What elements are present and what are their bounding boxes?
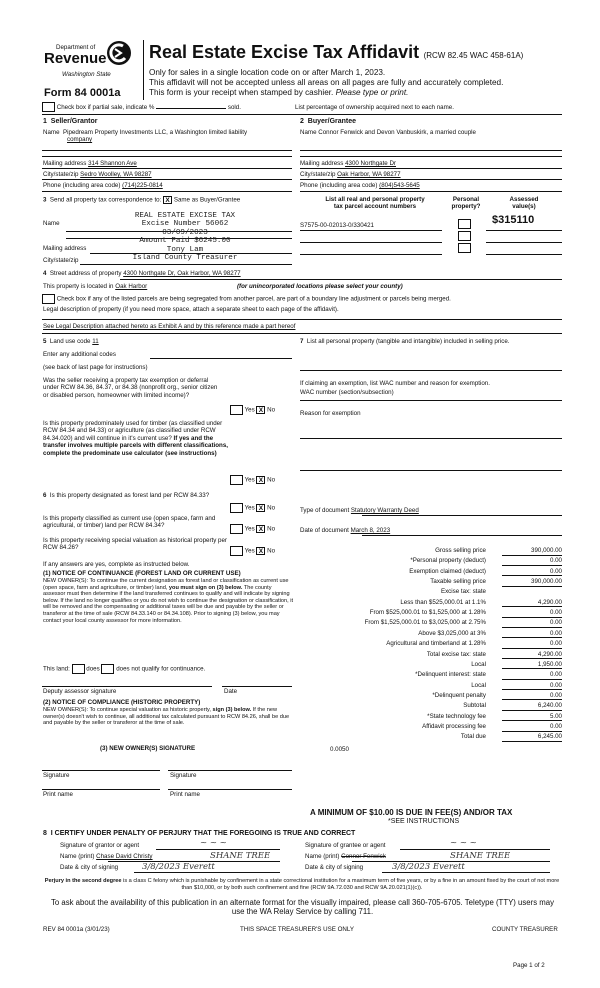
owner-print-name-label-1: Print name <box>43 791 73 798</box>
calc-value[interactable]: 6,245.00 <box>502 733 562 742</box>
exemption-yes-checkbox[interactable] <box>230 405 243 415</box>
grantor-name-handwritten: SHANE TREE <box>210 851 271 861</box>
stamp-line-5: Tony Lam <box>166 245 204 254</box>
certify-statement: I CERTIFY UNDER PENALTY OF PERJURY THAT THE FOREGOING IS TRUE AND CORRECT <box>50 830 356 837</box>
seller-name-label: Name <box>43 129 60 136</box>
seller-city-label: City/state/zip <box>43 171 79 178</box>
personal-header-2: property? <box>451 203 481 211</box>
does-not-label: does not qualify for continuance. <box>116 665 206 673</box>
sec3-name-label: Name <box>43 220 60 227</box>
page-number: Page 1 of 2 <box>513 962 545 969</box>
personal-header-1: Personal <box>452 196 480 203</box>
doc-type-value[interactable]: Statutory Warranty Deed <box>350 507 419 514</box>
stamp-line-2: Excise Number 56062 <box>141 220 229 229</box>
buyer-mail-value[interactable]: 4300 Northgate Dr <box>345 160 396 167</box>
form-rcw: (RCW 82.45 WAC 458-61A) <box>423 51 524 60</box>
sec3-mail-label: Mailing address <box>43 245 87 252</box>
sec3-label: Send all property tax correspondence to: <box>49 196 162 204</box>
perjury-text: is a class C felony which is punishable by confinement in a state correctional institution for a maximum term of five years, or by a fine in an amount fixed by the court of not more than $10,000, or by both such confinement and fine (RCW 9A.72.030 and RCW 9A.20.021(1)(c)). <box>121 878 560 891</box>
local-rate: 0.0050 <box>330 746 349 753</box>
exemption-yes-label: Yes <box>244 406 255 414</box>
sec8-num: 8 <box>43 830 47 837</box>
timber-yes-checkbox[interactable] <box>230 475 243 485</box>
land-use-label: Land use code <box>49 338 91 345</box>
parcels-header-2: tax parcel account numbers <box>333 203 417 211</box>
unincorporated-note: (for unincorporated locations please select your county) <box>236 283 403 290</box>
personal-property-checkbox-3[interactable] <box>458 243 471 253</box>
perjury-bold: Perjury in the second degree <box>44 878 122 884</box>
historic-yes-label: Yes <box>244 547 255 555</box>
calc-value[interactable]: 4,290.00 <box>502 599 562 608</box>
buyer-city-value[interactable]: Oak Harbor, WA 98277 <box>337 171 401 178</box>
located-value[interactable]: Oak Harbor <box>115 283 148 290</box>
calc-label: Less than $525,000.01 at 1.1% <box>400 598 486 606</box>
form-revision: REV 84 0001a (3/01/23) <box>43 926 110 933</box>
county-treasurer-label: COUNTY TREASURER <box>492 926 558 933</box>
current-use-yes-checkbox[interactable] <box>230 524 243 534</box>
form-number: Form 84 0001a <box>44 87 121 99</box>
grantor-date-city-label: Date & city of signing <box>60 864 119 871</box>
sold-label: sold. <box>227 104 241 111</box>
calc-row <box>300 547 562 555</box>
assessed-value[interactable]: $315110 <box>492 214 535 226</box>
street-address-label: Street address of property <box>49 270 122 277</box>
forest-yes-checkbox[interactable] <box>230 503 243 513</box>
calc-row <box>300 733 562 741</box>
calc-row <box>300 651 562 659</box>
calc-value[interactable]: 1,950.00 <box>502 661 562 670</box>
same-as-buyer-label: Same as Buyer/Grantee <box>173 196 241 204</box>
calc-value[interactable]: 0.00 <box>502 619 562 628</box>
calc-row <box>300 661 562 669</box>
calc-value[interactable]: 0.00 <box>502 557 562 566</box>
forest-no-label: No <box>267 504 276 512</box>
logo-state: Washington State <box>62 71 111 78</box>
timber-no-label: No <box>267 476 276 484</box>
sec3-city-label: City/state/zip <box>43 257 79 264</box>
personal-property-label: List all personal property (tangible and intangible) included in selling price. <box>306 338 510 345</box>
calc-label: *Delinquent penalty <box>432 691 486 699</box>
additional-codes-label: Enter any additional codes <box>43 351 116 358</box>
sec5-num: 5 <box>43 338 47 345</box>
revenue-emblem-icon <box>106 40 132 66</box>
grantee-name-handwritten: SHANE TREE <box>450 851 511 861</box>
calc-value[interactable]: 5.00 <box>502 713 562 722</box>
does-label: does <box>86 665 100 673</box>
calc-label: Above $3,025,000 at 3% <box>418 629 486 637</box>
partial-sale-label: Check box if partial sale, indicate % <box>56 104 155 111</box>
deputy-date-label: Date <box>224 688 238 695</box>
form-title: Real Estate Excise Tax Affidavit <box>149 42 420 62</box>
seller-phone-value[interactable]: (714)225-0814 <box>122 182 163 189</box>
calc-value[interactable]: 0.00 <box>502 671 562 680</box>
sec4-num: 4 <box>43 270 47 277</box>
segregated-checkbox[interactable] <box>42 294 55 304</box>
partial-percent-field[interactable] <box>156 101 226 109</box>
historic-no-label: No <box>267 547 276 555</box>
calc-value[interactable]: 0.00 <box>502 682 562 691</box>
logo-revenue: Revenue <box>44 50 107 67</box>
grantor-name-value[interactable]: Chase David Christy <box>96 853 153 860</box>
calc-value[interactable]: 6,240.00 <box>502 702 562 711</box>
personal-property-checkbox-1[interactable] <box>458 219 471 229</box>
current-use-no-label: No <box>267 525 276 533</box>
timber-question-bold: If yes and the transfer involves multiple parcels with different classifications, complete the predominate use calculator (see instructions) <box>43 434 228 457</box>
notice-compliance-text-b: If the new owner(s) doesn't wish to continue, all additional tax calculated pursuant to RCW 84.26, shall be due and payable by the seller or transferor at the time of sale. <box>43 707 290 727</box>
calc-value[interactable]: 0.00 <box>502 630 562 639</box>
seller-city-value[interactable]: Sedro Woolley, WA 98287 <box>80 171 152 178</box>
seller-name-value[interactable]: Pipedream Property Investments LLC, a Washington limited liability <box>62 129 248 136</box>
calc-row <box>300 578 562 586</box>
timber-no-checkbox[interactable]: X <box>256 476 265 484</box>
owner-print-name-label-2: Print name <box>170 791 200 798</box>
seller-section-num: 1 <box>43 118 47 125</box>
current-use-question: Is this property classified as current use (open space, farm and agricultural, or timber) land per RCW 84.34? <box>43 515 216 530</box>
grantee-name-print-label: Name (print) <box>305 853 340 860</box>
seller-name-value-2: company <box>67 136 93 144</box>
seller-mail-value[interactable]: 314 Shannon Ave <box>88 160 137 167</box>
buyer-city-label: City/state/zip <box>300 171 336 178</box>
calc-row <box>300 640 562 648</box>
calc-row <box>300 619 562 627</box>
calc-label: Subtotal <box>463 702 486 710</box>
calc-value[interactable]: 0.00 <box>502 723 562 732</box>
calc-label: From $1,525,000.01 to $3,025,000 at 2.75% <box>364 619 486 627</box>
land-use-value[interactable]: 11 <box>92 338 99 345</box>
calc-label: From $525,000.01 to $1,525,000 at 1.28% <box>369 609 486 617</box>
reason-exemption-label: Reason for exemption <box>300 410 361 417</box>
grantor-signature: ~ ~ ~ <box>200 838 227 848</box>
notice-compliance-bold: sign (3) below. <box>212 707 252 713</box>
minimum-fee-notice: A MINIMUM OF $10.00 IS DUE IN FEE(S) AND/OR TAX <box>310 808 513 817</box>
calc-value[interactable]: 0.00 <box>502 640 562 649</box>
legal-description-label: Legal description of property (if you need more space, attach a separate sheet to each page of the affidavit). <box>43 306 339 313</box>
timber-question: Is this property predominately used for timber (as classified under RCW 84.34 and 84.33) or agriculture (as classified under RCW 84.34.020) and will continue in it's current use? <box>43 420 223 442</box>
grantor-signature-label: Signature of grantor or agent <box>60 842 140 849</box>
this-land-label: This land: <box>43 665 70 673</box>
forest-yes-label: Yes <box>244 504 255 512</box>
calc-row <box>300 723 562 731</box>
sec7-num: 7 <box>300 338 304 345</box>
header-line-3a: This form is your receipt when stamped by cashier. <box>149 87 336 97</box>
owner-signature-label-1: Signature <box>43 772 70 779</box>
grantee-signature-label: Signature of grantee or agent <box>305 842 386 849</box>
seller-heading: Seller/Grantor <box>50 118 98 125</box>
calc-value[interactable]: 4,290.00 <box>502 651 562 660</box>
header-line-3 <box>149 88 503 98</box>
calc-label: Affidavit processing fee <box>422 722 486 730</box>
grantor-date-city-value: 3/8/2023 Everett <box>142 862 215 872</box>
claiming-exemption-label: If claiming an exemption, list WAC number and reason for exemption. <box>300 380 490 387</box>
calc-row <box>300 630 562 638</box>
notice-compliance-heading: (2) NOTICE OF COMPLIANCE (HISTORIC PROPERTY) <box>43 699 201 706</box>
seller-phone-label: Phone (including area code) <box>43 182 121 189</box>
doc-type-label: Type of document <box>300 507 350 514</box>
historic-yes-checkbox[interactable] <box>230 546 243 556</box>
sec3-num: 3 <box>43 196 47 204</box>
does-not-checkbox[interactable] <box>101 664 114 674</box>
parcels-header-1: List all real and personal property <box>325 196 425 203</box>
stamp-line-6: Island County Treasurer <box>132 254 238 263</box>
assessed-header-1: Assessed <box>509 196 539 203</box>
calc-row <box>300 609 562 617</box>
calc-row <box>300 588 562 596</box>
calc-label: Total excise tax: state <box>426 650 486 658</box>
header-line-3b: Please type or print. <box>335 87 409 97</box>
buyer-name-value[interactable]: Connor Fenwick and Devon Vanbuskirk, a married couple <box>318 129 476 136</box>
exemption-no-label: No <box>267 406 276 414</box>
deputy-signature-label: Deputy assessor signature <box>43 688 117 695</box>
see-back-note: (see back of last page for instructions) <box>43 364 148 371</box>
alternate-format-notice: To ask about the availability of this publication in an alternate format for the visually impaired, please call 360-705-6705. Teletype (TTY) users may use the WA Relay Service by calling 711. <box>50 898 555 917</box>
historic-question: Is this property receiving special valuation as historical property per RCW 84.26? <box>43 537 227 552</box>
current-use-no-checkbox[interactable]: X <box>256 525 265 533</box>
sec6-num: 6 <box>43 492 47 499</box>
treasurer-stamp <box>100 212 270 262</box>
calc-label: Taxable selling price <box>430 578 486 586</box>
segregated-label: Check box if any of the listed parcels are being segregated from another parcel, are part of a boundary line adjustment or parcels being merged. <box>56 295 451 303</box>
header-instructions <box>149 68 503 97</box>
doc-date-label: Date of document <box>300 527 349 534</box>
new-owner-signature-heading: (3) NEW OWNER(S) SIGNATURE <box>100 745 196 752</box>
calc-label: Total due <box>460 733 486 741</box>
calc-value[interactable]: 390,000.00 <box>502 547 562 556</box>
grantee-date-city-label: Date & city of signing <box>305 864 364 871</box>
buyer-phone-label: Phone (including area code) <box>300 182 378 189</box>
calc-row <box>300 702 562 710</box>
grantee-signature: ~ ~ ~ <box>450 838 477 848</box>
calc-row <box>300 713 562 721</box>
exemption-no-checkbox[interactable]: X <box>256 406 265 414</box>
calc-row <box>300 557 562 565</box>
see-instructions: *SEE INSTRUCTIONS <box>388 818 460 825</box>
buyer-heading: Buyer/Grantee <box>307 118 357 125</box>
forest-question: Is this property designated as forest land per RCW 84.33? <box>49 492 210 499</box>
ownership-percentage-note: List percentage of ownership acquired next to each name. <box>295 104 454 111</box>
header-line-1: Only for sales in a single location code on or after March 1, 2023. <box>149 68 386 77</box>
notice-continuance-text-b: The county assessor must then determine if the land transferred continues to qualify and will indicate by signing below. If the land no longer qualifies or you do not wish to continue the designation or classification, it will be removed and the compensating or additional taxes will be due and payable by the seller or transferor at the time of sale (RCW 84.33.140 or 84.34.108). Prior to signing (3) below, you may contact your local county assessor for more information. <box>43 584 294 624</box>
calc-value[interactable]: 0.00 <box>502 609 562 618</box>
current-use-yes-label: Yes <box>244 525 255 533</box>
calc-row <box>300 599 562 607</box>
wac-number-label: WAC number (section/subsection) <box>300 389 394 396</box>
calc-label: Local <box>471 660 486 668</box>
buyer-mail-label: Mailing address <box>300 160 344 167</box>
seller-mail-label: Mailing address <box>43 160 87 167</box>
exemption-question: Was the seller receiving a property tax exemption or deferral under RCW 84.36, 84.37, or 84.38 (nonprofit org., senior citizen or disabled person, homeowner with limited income)? <box>43 377 218 399</box>
calc-row <box>300 568 562 576</box>
calc-row <box>300 692 562 700</box>
logo-dept: Department of <box>56 44 96 51</box>
calc-label: Excise tax: state <box>440 588 486 596</box>
calc-row <box>300 682 562 690</box>
notice-continuance-heading: (1) NOTICE OF CONTINUANCE (FOREST LAND OR CURRENT USE) <box>43 570 241 577</box>
notice-compliance-text-a: NEW OWNER(S): To continue special valuation as historic property, <box>43 707 213 713</box>
same-as-buyer-checkbox[interactable]: X <box>163 196 172 204</box>
timber-yes-label: Yes <box>244 476 255 484</box>
buyer-name-label: Name <box>300 129 317 136</box>
stamp-line-3: 03/09/2023 <box>162 228 208 237</box>
assessed-header-2: value(s) <box>512 203 536 211</box>
calc-value[interactable]: 0.00 <box>502 692 562 701</box>
personal-property-checkbox-2[interactable] <box>458 231 471 241</box>
stamp-line-4: Amount Paid $6245.00 <box>139 237 231 246</box>
buyer-section-num: 2 <box>300 118 304 125</box>
calc-label: Local <box>471 681 486 689</box>
grantee-date-city-value: 3/8/2023 Everett <box>392 862 465 872</box>
calc-row <box>300 671 562 679</box>
treasurer-use-only: THIS SPACE TREASURER'S USE ONLY <box>240 926 354 933</box>
legal-description-value[interactable]: See Legal Description attached hereto as Exhibit A and by this reference made a part hereof <box>43 323 296 330</box>
owner-signature-label-2: Signature <box>170 772 197 779</box>
doc-date-value[interactable]: March 8, 2023 <box>350 527 391 534</box>
does-checkbox[interactable] <box>72 664 85 674</box>
located-label: This property is located in <box>43 283 114 290</box>
historic-no-checkbox[interactable]: X <box>256 547 265 555</box>
calc-label: Agricultural and timberland at 1.28% <box>386 640 486 648</box>
calc-label: Gross selling price <box>435 547 486 554</box>
street-address-value[interactable]: 4300 Northgate Dr, Oak Harbor, WA 98277 <box>123 270 241 277</box>
calc-label: *Personal property (deduct) <box>410 557 486 565</box>
revenue-logo <box>42 40 138 84</box>
notice-continuance-bold: you must sign on (3) below. <box>168 584 243 591</box>
calc-value[interactable]: 390,000.00 <box>502 578 562 587</box>
parcel-number[interactable]: S7575-00-02013-0/330421 <box>300 222 374 229</box>
calc-value[interactable]: 0.00 <box>502 568 562 577</box>
calc-label: *Delinquent interest: state <box>415 671 486 679</box>
stamp-line-1: REAL ESTATE EXCISE TAX <box>134 212 236 220</box>
header-line-2: This affidavit will not be accepted unless all areas on all pages are fully and accurately completed. <box>149 77 504 87</box>
notice-continuance-text-a: NEW OWNER(S): To continue the current designation as forest land or classification as current use (open space, farm and agriculture, or timber) land, <box>43 578 289 591</box>
partial-sale-checkbox[interactable] <box>42 102 55 112</box>
if-yes-note: If any answers are yes, complete as instructed below. <box>43 561 190 568</box>
forest-no-checkbox[interactable]: X <box>256 504 265 512</box>
grantor-name-print-label: Name (print) <box>60 853 95 860</box>
calc-label: *State technology fee <box>427 712 486 720</box>
calc-label: Exemption claimed (deduct) <box>409 567 486 575</box>
grantee-name-value[interactable]: Connor Fenwick <box>341 853 386 860</box>
buyer-phone-value[interactable]: (804)543-5645 <box>379 182 420 189</box>
